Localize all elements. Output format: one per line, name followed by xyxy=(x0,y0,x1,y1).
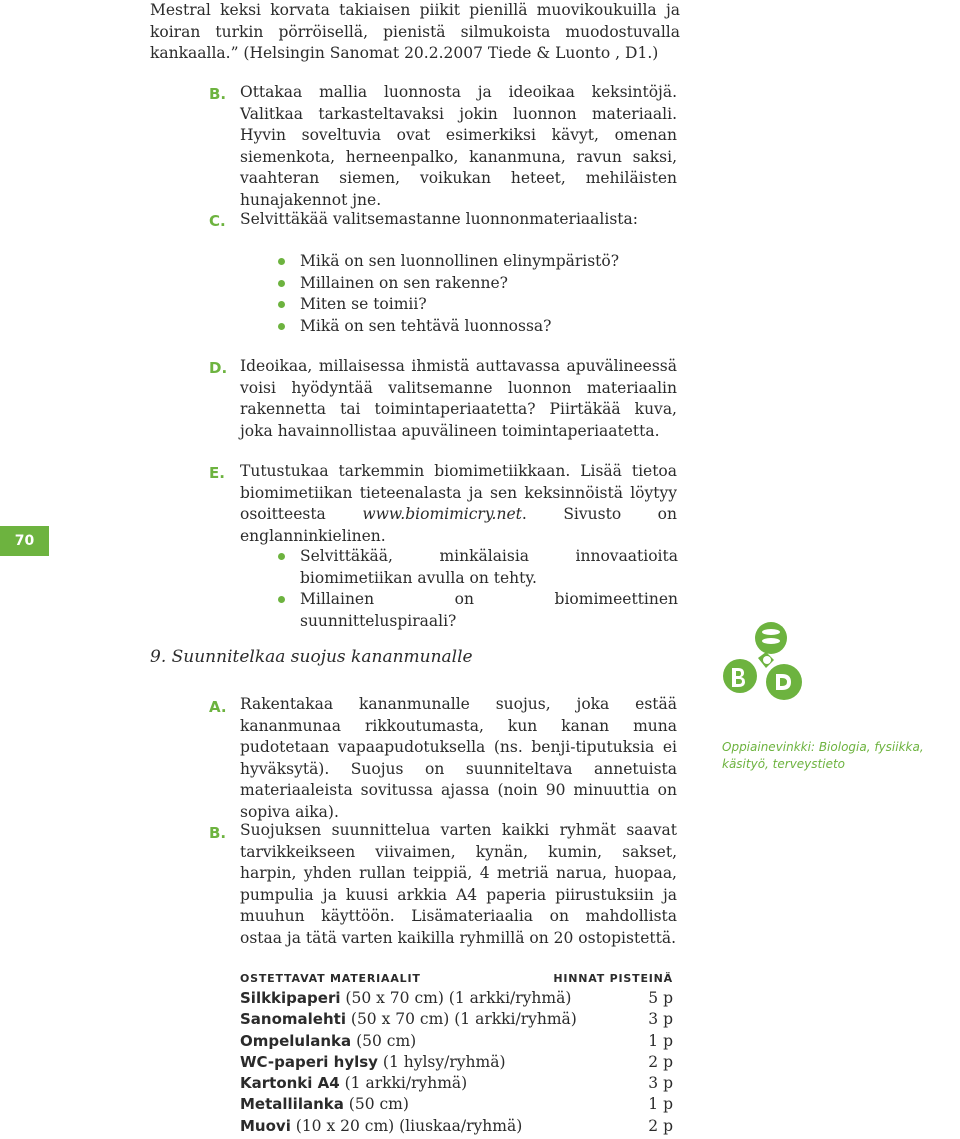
section-b-text: Ottakaa mallia luonnosta ja ideoikaa keksintöjä. Valitkaa tarkasteltavaksi jokin luonnon materiaali. Hyvin soveltuvia ovat esimerkiksi kävyt, omenan siemenkota, herneenpalko, kananmuna, ravun saksi, vaahteran siemen, voikukan heteet, mehiläisten hunajakennot jne. xyxy=(240,83,677,209)
materials-table xyxy=(240,970,673,1137)
material-name: Kartonki A4 xyxy=(240,1074,340,1093)
material-detail: (1 arkki/ryhmä) xyxy=(339,1074,468,1093)
task-b-text: Suojuksen suunnittelua varten kaikki ryhmät saavat tarvikkeikseen viivaimen, kynän, kumin, sakset, harpin, yhden rullan teippiä, 4 metriä narua, huopaa, pumpulia ja kuusi arkkia A4 paperia piirustuksiin ja muuhun käyttöön. Lisämateriaalia on mahdollista ostaa ja tätä varten kaikilla ryhmillä on 20 ostopistettä. xyxy=(240,821,677,947)
material-detail: (50 x 70 cm) (1 arkki/ryhmä) xyxy=(345,1010,577,1029)
section-d-text: Ideoikaa, millaisessa ihmistä auttavassa apuvälineessä voisi hyödyntää valitsemanne luonnon materiaalin rakennetta tai toimintaperiaatetta? Piirtäkää kuva, joka havainnollistaa apuvälineen toimintaperiaatetta. xyxy=(240,357,677,440)
list-item: Millainen on sen rakenne? xyxy=(278,273,619,295)
material-detail: (10 x 20 cm) (liuskaa/ryhmä) xyxy=(290,1116,523,1135)
section-e-text xyxy=(240,461,677,547)
table-row xyxy=(240,1009,673,1030)
biomimicry-link[interactable]: www.biomimicry.net xyxy=(362,505,522,523)
table-row xyxy=(240,1116,673,1137)
subject-integration-logo-icon xyxy=(718,618,806,706)
material-name: Ompelulanka xyxy=(240,1031,352,1050)
material-price: 2 p xyxy=(648,1052,673,1071)
material-detail: (50 cm) xyxy=(351,1031,417,1050)
list-item: Millainen on biomimeettinen suunnitteluspiraali? xyxy=(278,589,678,632)
task-b-letter: B. xyxy=(209,824,227,842)
list-item: Mikä on sen luonnollinen elinympäristö? xyxy=(278,251,619,273)
material-price: 1 p xyxy=(648,1031,673,1050)
intro-paragraph: Mestral keksi korvata takiaisen piikit pienillä muovikoukuilla ja koiran turkin pörröisellä, pienistä silmukoista muodostuvalla kankaalla.” (Helsingin Sanomat 20.2.2007 Tiede & Luonto , D1.) xyxy=(150,1,680,62)
table-header xyxy=(240,970,673,988)
material-name: WC-paperi hylsy xyxy=(240,1052,378,1071)
task-a-text: Rakentakaa kananmunalle suojus, joka estää kananmunaa rikkoutumasta, kun kanan muna pudotetaan vapaapudotuksella (ns. benji-tiputuksia ei hyväksytä). Suojus on suunniteltava annetuista materiaaleista sovitussa ajassa (noin 90 minuuttia on sopiva aika). xyxy=(240,695,677,821)
list-item: Selvittäkää, minkälaisia innovaatioita biomimetiikan avulla on tehty. xyxy=(278,546,678,589)
material-name: Sanomalehti xyxy=(240,1010,346,1029)
table-row xyxy=(240,1073,673,1094)
section-c-text: Selvittäkää valitsemastanne luonnonmateriaalista: xyxy=(240,210,638,228)
material-detail: (50 x 70 cm) (1 arkki/ryhmä) xyxy=(340,989,572,1007)
section-b-letter: B. xyxy=(209,85,227,103)
subject-tip-note: Oppiainevinkki: Biologia, fysiikka, käsityö, terveystieto xyxy=(722,740,924,771)
table-row xyxy=(240,1031,673,1052)
page-number: 70 xyxy=(0,526,49,556)
material-price: 2 p xyxy=(648,1116,673,1135)
materials-column-header: OSTETTAVAT MATERIAALIT xyxy=(240,972,421,985)
material-name: Muovi xyxy=(240,1116,291,1135)
section-c-bullet-list xyxy=(278,251,619,337)
task-a-letter: A. xyxy=(209,698,227,716)
table-row xyxy=(240,988,673,1009)
section-c-letter: C. xyxy=(209,212,226,230)
list-item: Mikä on sen tehtävä luonnossa? xyxy=(278,316,619,338)
task-heading: 9. Suunnitelkaa suojus kananmunalle xyxy=(150,647,473,667)
material-name: Silkkipaperi xyxy=(240,989,341,1007)
section-e-bullet-list xyxy=(278,546,678,632)
table-row xyxy=(240,1094,673,1115)
section-e-text-start: Tutustukaa tarkemmin biomimetiikkaan. Lisää tietoa biomimetiikan tieteenalasta ja sen keksinnöistä löytyy osoitteesta xyxy=(240,462,677,523)
material-detail: (1 hylsy/ryhmä) xyxy=(377,1052,506,1071)
section-e-text-end: . Sivusto on englanninkielinen. xyxy=(240,505,677,545)
material-price: 1 p xyxy=(648,1095,673,1114)
material-price: 3 p xyxy=(648,1010,673,1029)
material-price: 3 p xyxy=(648,1074,673,1093)
section-d-letter: D. xyxy=(209,359,228,377)
material-price: 5 p xyxy=(648,989,673,1007)
section-e-letter: E. xyxy=(209,464,225,482)
list-item: Miten se toimii? xyxy=(278,294,619,316)
material-name: Metallilanka xyxy=(240,1095,344,1114)
prices-column-header: HINNAT PISTEINÄ xyxy=(553,972,673,985)
table-row xyxy=(240,1052,673,1073)
material-detail: (50 cm) xyxy=(343,1095,409,1114)
